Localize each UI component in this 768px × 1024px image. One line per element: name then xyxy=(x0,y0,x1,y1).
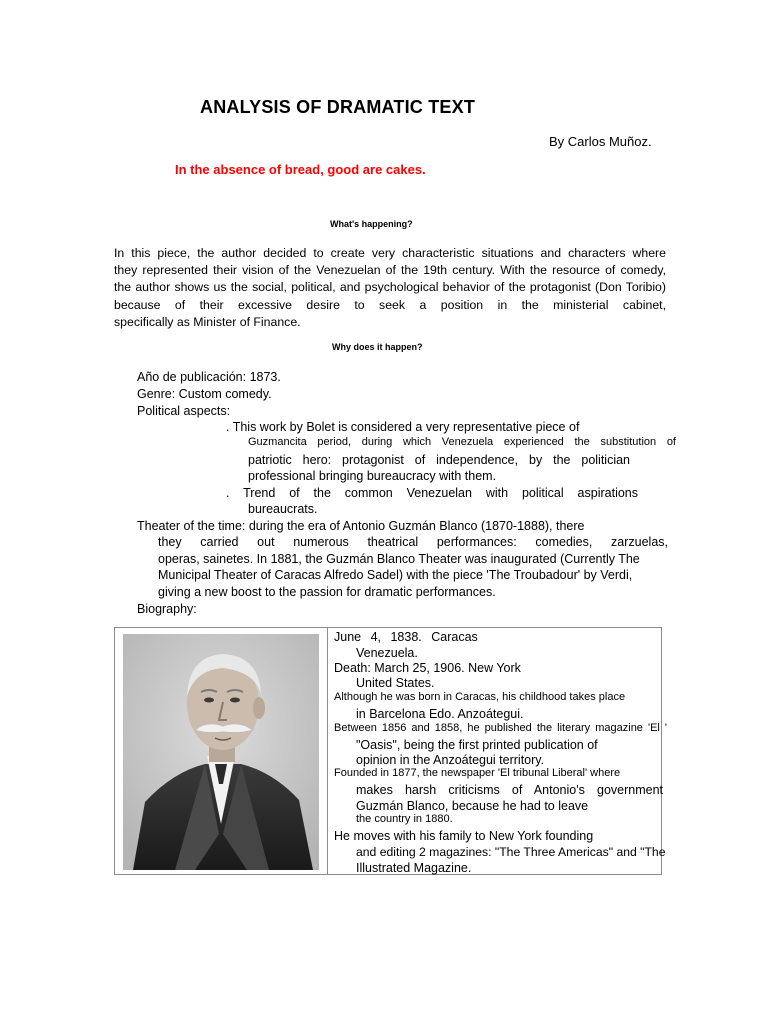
bio-item-tribunal xyxy=(334,767,620,779)
bio-text: June 4, 1838. Caracas xyxy=(334,630,478,644)
bio-line: the country in 1880. xyxy=(356,813,453,825)
paragraph-line: specifically as Minister of Finance. xyxy=(114,314,301,329)
bio-text: Death: March 25, 1906. New York xyxy=(334,661,521,675)
list-item-year xyxy=(137,369,281,387)
bio-text: Founded in 1877, the newspaper 'El tribunal Liberal' where xyxy=(334,767,621,779)
table-divider xyxy=(327,628,328,874)
paragraph-line: because of their excessive desire to seek a position in the ministerial cabinet, xyxy=(114,297,666,312)
list-item-text: Biography: xyxy=(137,602,197,616)
section-heading-whats-happening: What's happening? xyxy=(330,219,413,229)
bio-line: United States. xyxy=(356,676,435,690)
paragraph-line: In this piece, the author decided to create very characteristic situations and characters where xyxy=(114,246,666,260)
section-heading-why-does-it-happen: Why does it happen? xyxy=(332,342,423,352)
theater-line: giving a new boost to the passion for dramatic performances. xyxy=(158,585,496,599)
list-item-text: Genre: Custom comedy. xyxy=(137,387,272,401)
bio-item-childhood xyxy=(334,691,625,703)
bio-text: Between 1856 and 1858, he published the literary magazine 'El ' xyxy=(334,722,668,734)
list-item-text: Año de publicación: 1873. xyxy=(137,370,281,384)
political-point-a-line: Guzmancita period, during which Venezuela experienced the substitution of xyxy=(248,436,676,448)
political-point-b-line: bureaucrats. xyxy=(248,502,318,516)
bio-line: in Barcelona Edo. Anzoátegui. xyxy=(356,707,524,721)
bio-line: opinion in the Anzoátegui territory. xyxy=(356,753,545,767)
bio-line: Venezuela. xyxy=(356,646,418,660)
author-byline: By Carlos Muñoz. xyxy=(549,134,652,149)
bio-line: "Oasis", being the first printed publication of xyxy=(356,738,598,752)
list-item-political xyxy=(137,403,230,421)
paragraph-line: the author shows us the social, political, and psychological behavior of the protagonist (Don Toribio) xyxy=(114,280,666,295)
bio-text: Although he was born in Caracas, his childhood takes place xyxy=(334,691,626,703)
political-point-b-line: . Trend of the common Venezuelan with political aspirations xyxy=(226,486,638,500)
political-point-a-line: patriotic hero: protagonist of independence, by the politician xyxy=(248,453,630,467)
document-title: ANALYSIS OF DRAMATIC TEXT xyxy=(200,97,476,117)
portrait-photo xyxy=(123,634,319,870)
list-item-genre xyxy=(137,386,272,404)
bio-item-oasis xyxy=(334,722,667,734)
intro-paragraph xyxy=(114,245,666,331)
list-item-text: Theater of the time: during the era of Antonio Guzmán Blanco (1870-1888), there xyxy=(137,519,585,533)
theater-line: Municipal Theater of Caracas Alfredo Sadel) with the piece 'The Troubadour' by Verdi, xyxy=(158,568,633,582)
bio-line: makes harsh criticisms of Antonio's government xyxy=(356,783,663,797)
theater-line: operas, sainetes. In 1881, the Guzmán Blanco Theater was inaugurated (Currently The xyxy=(158,552,640,566)
theater-line: they carried out numerous theatrical performances: comedies, zarzuelas, xyxy=(158,535,668,549)
bio-text: He moves with his family to New York founding xyxy=(334,829,594,843)
paragraph-line: they represented their vision of the Venezuelan of the 19th century. With the resource of comedy, xyxy=(114,263,666,278)
bio-line: Illustrated Magazine. xyxy=(356,861,472,875)
bio-line: and editing 2 magazines: "The Three Americas" and "The xyxy=(356,845,666,859)
document-subtitle: In the absence of bread, good are cakes. xyxy=(175,162,426,177)
bio-line: Guzmán Blanco, because he had to leave xyxy=(356,799,589,813)
political-point-a-line: . This work by Bolet is considered a very representative piece of xyxy=(226,420,580,434)
list-item-text: Political aspects: xyxy=(137,404,231,418)
political-point-a-line: professional bringing bureaucracy with them. xyxy=(248,469,497,483)
list-item-biography xyxy=(137,601,197,619)
